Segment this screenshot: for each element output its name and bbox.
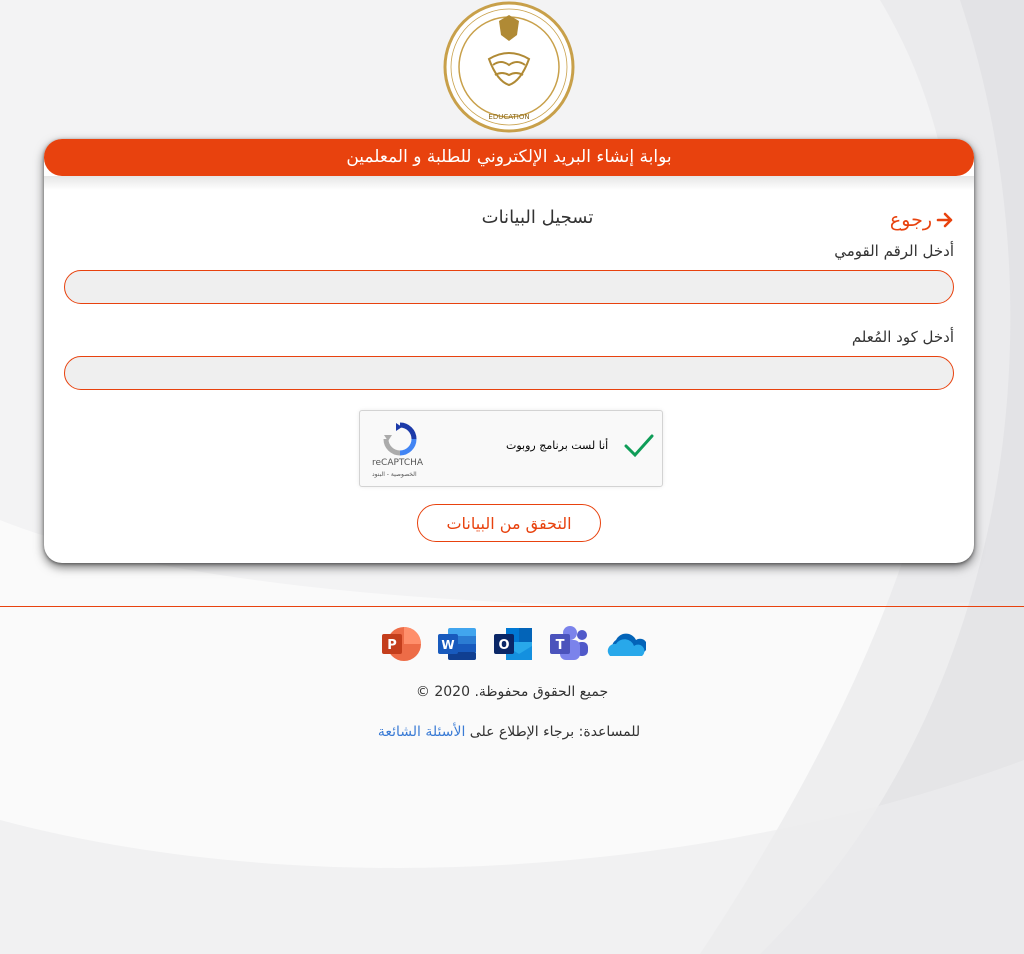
svg-text:EDUCATION: EDUCATION [488,113,530,121]
svg-text:P: P [387,638,397,653]
recaptcha-logo-icon [382,421,418,457]
svg-text:O: O [498,638,510,653]
ministry-logo [443,1,575,133]
help-prefix: للمساعدة: برجاء الإطلاع على [469,724,641,740]
national-id-label: أدخل الرقم القومي [834,242,954,260]
powerpoint-icon[interactable] [380,624,422,664]
national-id-input[interactable] [64,270,954,304]
recaptcha-brand: reCAPTCHA [372,458,424,468]
faq-link[interactable]: الأسئلة الشائعة [377,724,466,740]
onedrive-icon[interactable] [604,624,646,664]
footer-divider [0,606,1024,607]
verify-button[interactable]: التحقق من البيانات [417,504,601,542]
registration-card [44,139,974,563]
svg-text:W: W [441,638,455,652]
word-icon[interactable] [436,624,478,664]
svg-text:T: T [555,638,565,653]
teacher-code-input[interactable] [64,356,954,390]
teacher-code-label: أدخل كود المُعلم [851,328,954,346]
header-shadow [44,176,974,190]
form-title: تسجيل البيانات [481,207,594,228]
copyright: جميع الحقوق محفوظة. 2020 © [415,684,609,700]
recaptcha-links[interactable]: الخصوصية - البنود [372,471,417,478]
recaptcha-label: أنا لست برنامج روبوت [506,439,609,452]
help-text [0,724,1018,740]
outlook-icon[interactable] [492,624,534,664]
office-apps [380,624,646,664]
card-header: بوابة إنشاء البريد الإلكتروني للطلبة و المعلمين [44,139,974,176]
checkmark-icon[interactable] [622,429,656,463]
teams-icon[interactable] [548,624,590,664]
back-label: رجوع [889,209,932,231]
recaptcha-widget[interactable] [359,410,663,487]
